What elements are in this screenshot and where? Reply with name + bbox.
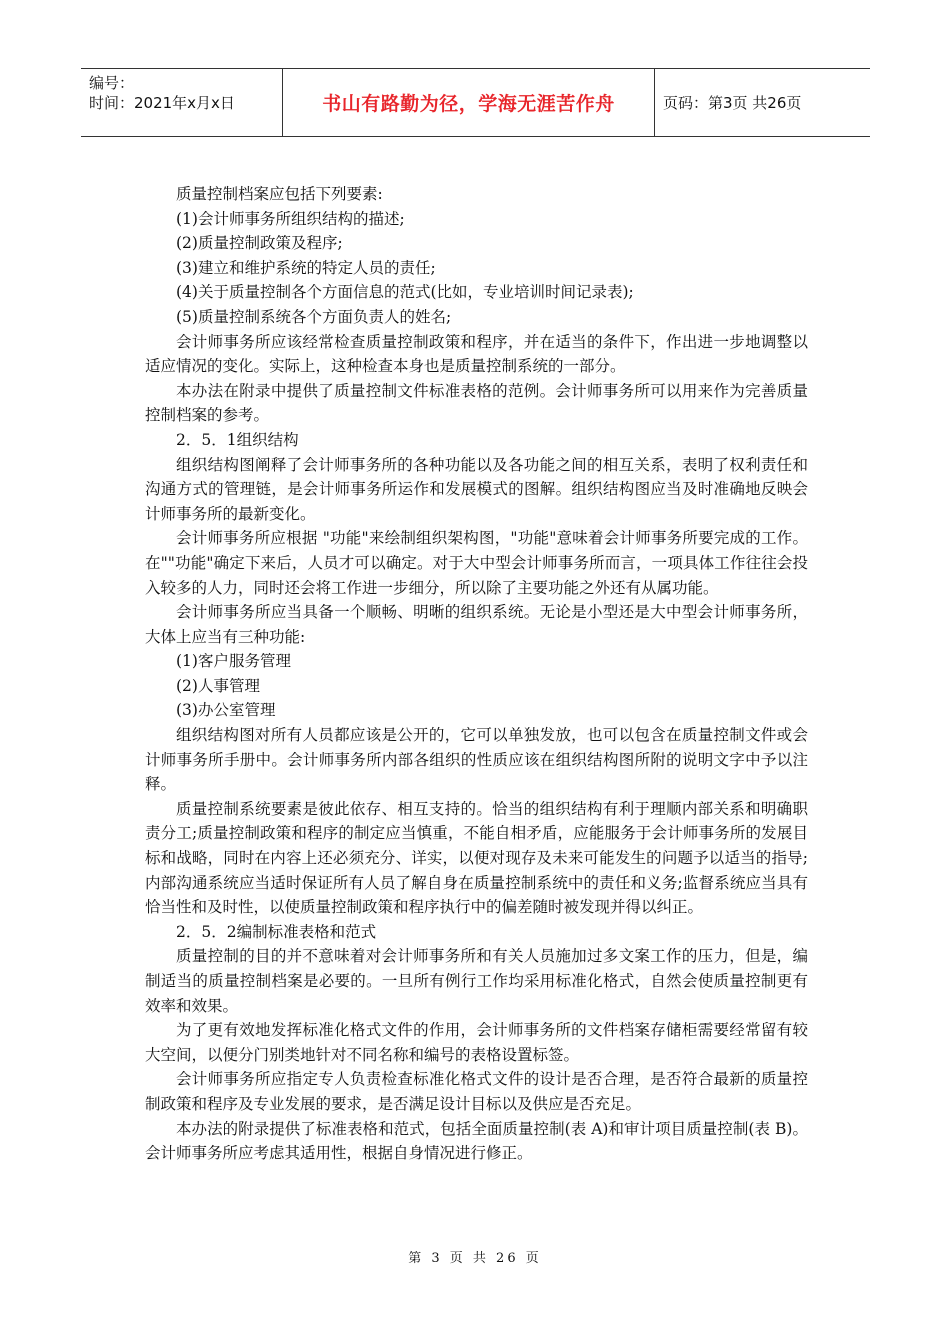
page-footer: 第 3 页 共 26 页 (408, 1251, 542, 1266)
list-item: (3)办公室管理 (176, 701, 276, 720)
paragraph: 会计师事务所应当具备一个顺畅、明晰的组织系统。无论是小型还是大中型会计师事务所，大体上应当有三种功能: (145, 603, 808, 646)
document-date: 时间：2021年x月x日 (89, 94, 235, 112)
list-item: (2)质量控制政策及程序; (176, 234, 343, 253)
section-heading: 2．5．1组织结构 (176, 430, 299, 449)
paragraph: 质量控制系统要素是彼此依存、相互支持的。恰当的组织结构有利于理顺内部关系和明确职责分工;质量控制政策和程序的制定应当慎重，不能自相矛盾，应能服务于会计师事务所的发展目标和战略，同时在内容上还必须充分、详实，以便对现存及未来可能发生的问题予以适当的指导;内部沟通系统应当适时保证所有人员了解自身在质量控制系统中的责任和义务;监督系统应当具有恰当性和及时性，以使质量控制政策和程序执行中的偏差随时被发现并得以纠正。 (145, 799, 808, 917)
list-item: (3)建立和维护系统的特定人员的责任; (176, 258, 436, 277)
document-body (145, 182, 808, 1166)
paragraph: 会计师事务所应该经常检查质量控制政策和程序，并在适当的条件下，作出进一步地调整以适应情况的变化。实际上，这种检查本身也是质量控制系统的一部分。 (145, 332, 808, 376)
list-item: (1)客户服务管理 (176, 652, 291, 671)
section-heading: 2．5．2编制标准表格和范式 (176, 922, 377, 941)
paragraph: 本办法的附录提供了标准表格和范式，包括全面质量控制(表 A)和审计项目质量控制(表 B)。会计师事务所应考虑其适用性，根据自身情况进行修正。 (145, 1119, 808, 1163)
paragraph: 组织结构图对所有人员都应该是公开的，它可以单独发放，也可以包含在质量控制文件或会计师事务所手册中。会计师事务所内部各组织的性质应该在组织结构图所附的说明文字中予以注释。 (145, 726, 808, 794)
paragraph: 会计师事务所应指定专人负责检查标准化格式文件的设计是否合理，是否符合最新的质量控制政策和程序及专业发展的要求，是否满足设计目标以及供应是否充足。 (145, 1070, 808, 1113)
list-item: (5)质量控制系统各个方面负责人的姓名; (176, 307, 452, 326)
list-item: (4)关于质量控制各个方面信息的范式(比如，专业培训时间记录表); (176, 283, 634, 302)
header-page-info: 页码：第3页 共26页 (663, 94, 802, 112)
paragraph: 本办法在附录中提供了质量控制文件标准表格的范例。会计师事务所可以用来作为完善质量控制档案的参考。 (145, 381, 808, 425)
paragraph: 为了更有效地发挥标准化格式文件的作用，会计师事务所的文件档案存储柜需要经常留有较大空间，以便分门别类地针对不同名称和编号的表格设置标签。 (145, 1021, 808, 1064)
page-header (81, 68, 870, 137)
list-item: (2)人事管理 (176, 676, 260, 695)
paragraph: 组织结构图阐释了会计师事务所的各种功能以及各功能之间的相互关系，表明了权利责任和沟通方式的管理链，是会计师事务所运作和发展模式的图解。组织结构图应当及时准确地反映会计师事务所的最新变化。 (145, 455, 808, 523)
list-item: (1)会计师事务所组织结构的描述; (176, 209, 405, 228)
header-meta (81, 69, 282, 136)
paragraph: 质量控制档案应包括下列要素: (176, 185, 383, 203)
header-motto: 书山有路勤为径，学海无涯苦作舟 (282, 69, 655, 136)
paragraph: 质量控制的目的并不意味着对会计师事务所和有关人员施加过多文案工作的压力，但是，编制适当的质量控制档案是必要的。一旦所有例行工作均采用标准化格式，自然会使质量控制更有效率和效果。 (145, 947, 808, 1015)
document-number-label: 编号： (89, 74, 135, 92)
paragraph: 会计师事务所应根据 "功能"来绘制组织架构图，"功能"意味着会计师事务所要完成的工作。在""功能"确定下来后，人员才可以确定。对于大中型会计师事务所而言，一项具体工作往往会投入较多的人力，同时还会将工作进一步细分，所以除了主要功能之外还有从属功能。 (145, 529, 808, 597)
